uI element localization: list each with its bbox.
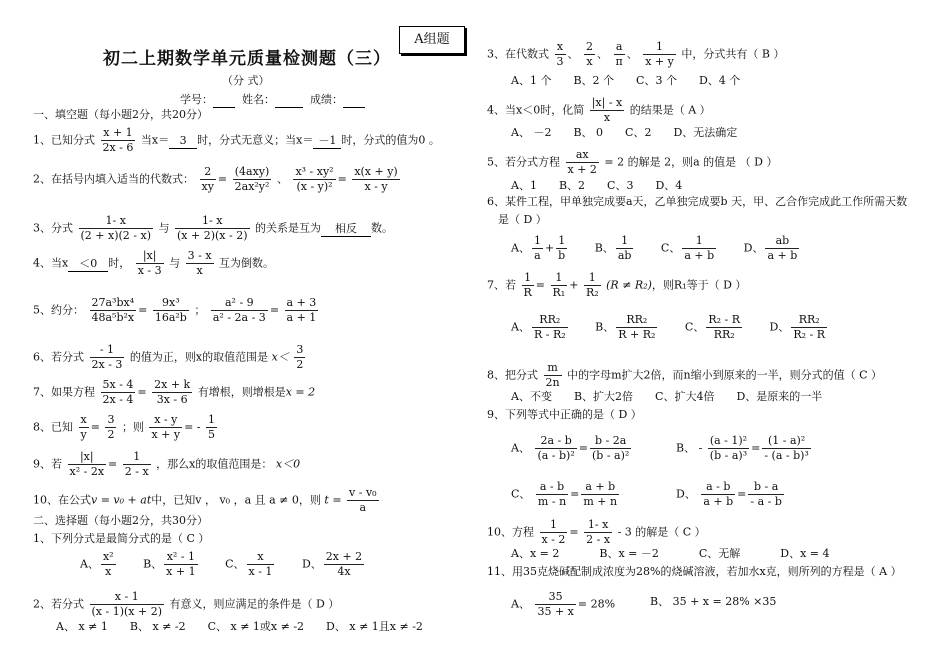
choice-11-option-b: B、 35 + x = 28% ×35 <box>650 595 777 608</box>
choice-1: 1、下列分式是最简分式的是（ C ） <box>33 532 210 545</box>
choice-3-options: A、1 个 B、2 个 C、3 个 D、4 个 <box>511 74 741 87</box>
choice-7: 7、若 $\frac{1}{R}$ = $\frac{1}{\text{R₁}}$ + $\frac{1}{\text{R₂}}$ (R ≠ R₂)，则R₁等于（ D ） <box>487 271 747 299</box>
score-blank <box>343 93 365 108</box>
choice-11-option-a: A、 $\frac{35}{35 + x}$ = 28% <box>511 590 616 618</box>
choice-9-option-a: A、 $\frac{2a - b}{\text{(a - b)²}}$ = $\frac{b - 2a}{\text{(b - a)²}}$ <box>511 434 630 462</box>
answer-blank: ＜0 <box>68 257 108 272</box>
choice-8-options: A、不变 B、扩大2倍 C、扩大4倍 D、是原来的一半 <box>511 390 823 403</box>
choice-6: 6、某件工程，甲单独完成要a天，乙单独完成要b 天，甲、乙合作完成此工作所需天数 <box>487 195 908 208</box>
choice-9-option-b: B、 - $\frac{\text{(a - 1)²}}{\text{(b - a)³}}$ = $\frac{\text{(1 - a)²}}{\text{- (a - b)³}}$ <box>676 434 809 462</box>
question-10: 10、在公式v = v₀ + at中，已知v ， v₀ ，a 且 a ≠ 0，则 t = $\frac{\text{v - v₀}}{a}$ <box>33 486 377 514</box>
choice-11: 11、用35克烧碱配制成浓度为28%的烧碱溶液，若加水x克，则所列的方程是（ A ） <box>487 565 902 578</box>
choice-8: 8、把分式 $\frac{m}{2n}$ 中的字母m扩大2倍，而n缩小到原来的一半，则分式的值（ C ） <box>487 361 883 389</box>
choice-1-options: A、 $\frac{\text{x²}}{x}$ B、 $\frac{\text{x² - 1}}{x + 1}$ C、 $\frac{x}{x - 1}$ D、 $\frac{2x + 2}{4x}$ <box>80 550 363 578</box>
student-id-blank <box>213 93 235 108</box>
question-3: 3、分式 $\frac{1- x}{(2 + x)(2 - x)}$ 与 $\frac{1- x}{(x + 2)(x - 2)}$ 的关系是互为 相反 数。 <box>33 214 393 242</box>
answer-blank: －1 <box>313 134 341 149</box>
choice-4: 4、当x＜0时，化简 $\frac{|x| - x}{x}$ 的结果是（ A ） <box>487 96 711 124</box>
choice-10-options: A、x = 2 B、x = －2 C、无解 D、x = 4 <box>511 547 830 560</box>
answer-blank: 3 <box>169 134 197 149</box>
choice-9-option-d: D、 $\frac{a - b}{a + b}$ = $\frac{b - a}{- a - b}$ <box>676 480 782 508</box>
question-1: 1、已知分式 $\frac{x + 1}{2x - 6}$ 当x＝ 3 时，分式无意义；当x＝ －1 时，分式的值为0 。 <box>33 126 440 154</box>
choice-2: 2、若分式 $\frac{x - 1}{(x - 1)(x + 2)}$ 有意义，则应满足的条件是（ D ） <box>33 590 340 618</box>
choice-3: 3、在代数式 $\frac{x}{3}$ 、 $\frac{2}{x}$ 、 $\frac{a}{\pi}$ 、 $\frac{1}{x + y}$ 中，分式共有（ B ） <box>487 40 785 68</box>
question-9: 9、若 $\frac{|x|}{\text{x² - 2x}}$ = $\frac{1}{2 - x}$ ，那么x的取值范围是： x＜0 <box>33 450 301 478</box>
question-4: 4、当x ＜0 时， $\frac{|x|}{x - 3}$ 与 $\frac{3 - x}{x}$ 互为倒数。 <box>33 249 275 277</box>
group-badge: A组题 <box>399 26 465 54</box>
answer-blank: 相反 <box>321 222 371 237</box>
choice-5-options: A、1 B、2 C、3 D、4 <box>511 179 683 192</box>
student-info-line: 学号： 姓名： 成绩： <box>180 93 365 108</box>
choice-4-options: A、 －2 B、 0 C、2 D、无法确定 <box>511 126 738 139</box>
choice-5: 5、若分式方程 $\frac{ax}{x + 2}$ = 2 的解是 2，则a 的值是 （ D ） <box>487 148 778 176</box>
choice-2-options: A、 x ≠ 1 B、 x ≠ -2 C、 x ≠ 1或x ≠ -2 D、 x ≠ 1且x ≠ -2 <box>56 620 423 633</box>
question-2: 2、在括号内填入适当的代数式： $\frac{2}{xy}$ = $\frac{\text{(4axy)}}{\text{2ax²y²}}$ 、 $\frac{\text{x³ - xy²}}{\text{(x - y)²}}$ = $\frac{x(x + y)}{x - y}$ <box>33 165 398 193</box>
choice-6-line2: 是（ D ） <box>498 213 547 226</box>
choice-6-options: A、 $\frac{1}{a}$ + $\frac{1}{b}$ B、 $\frac{1}{ab}$ C、 $\frac{1}{a + b}$ D、 $\frac{ab}{a + b}$ <box>511 234 798 262</box>
question-8: 8、已知 $\frac{x}{y}$ = $\frac{3}{2}$ ；则 $\frac{x - y}{x + y}$ = - $\frac{1}{5}$ <box>33 413 216 441</box>
section-choice-header: 二、选择题（每小题2分，共30分） <box>33 514 208 527</box>
choice-9: 9、下列等式中正确的是（ D ） <box>487 408 642 421</box>
section-fill-in-header: 一、填空题（每小题2分，共20分） <box>33 108 208 121</box>
question-7: 7、如果方程 $\frac{5x - 4}{2x - 4}$ = $\frac{2x + k}{3x - 6}$ 有增根，则增根是x = 2 <box>33 378 316 406</box>
page-title: 初二上期数学单元质量检测题（三） <box>103 49 391 69</box>
choice-9-option-c: C、 $\frac{a - b}{m - n}$ = $\frac{a + b}{m + n}$ <box>511 480 618 508</box>
choice-10: 10、方程 $\frac{1}{x - 2}$ = $\frac{1- x}{2 - x}$ - 3 的解是（ C ） <box>487 518 706 546</box>
choice-7-options: A、 $\frac{\text{RR₂}}{\text{R - R₂}}$ B、 $\frac{\text{RR₂}}{\text{R + R₂}}$ C、 $\frac{\text{R₂ - R}}{\text{RR₂}}$ D、 $\frac{\text{RR₂}}{\text{R₂ - R}}$ <box>511 313 826 341</box>
name-blank <box>275 93 303 108</box>
question-5: 5、约分： $\frac{\text{27a³bx⁴}}{\text{48a⁵b²x}}$ = $\frac{\text{9x³}}{\text{16a²b}}$ ； $\frac{\text{a² - 9}}{\text{a² - 2a - 3}}$ = $\frac{a + 3}{a + 1}$ <box>33 296 317 324</box>
subtitle: （分 式） <box>222 74 270 87</box>
question-6: 6、若分式 $\frac{- 1}{2x - 3}$ 的值为正，则x的取值范围是 x＜ $\frac{3}{2}$ <box>33 343 304 371</box>
